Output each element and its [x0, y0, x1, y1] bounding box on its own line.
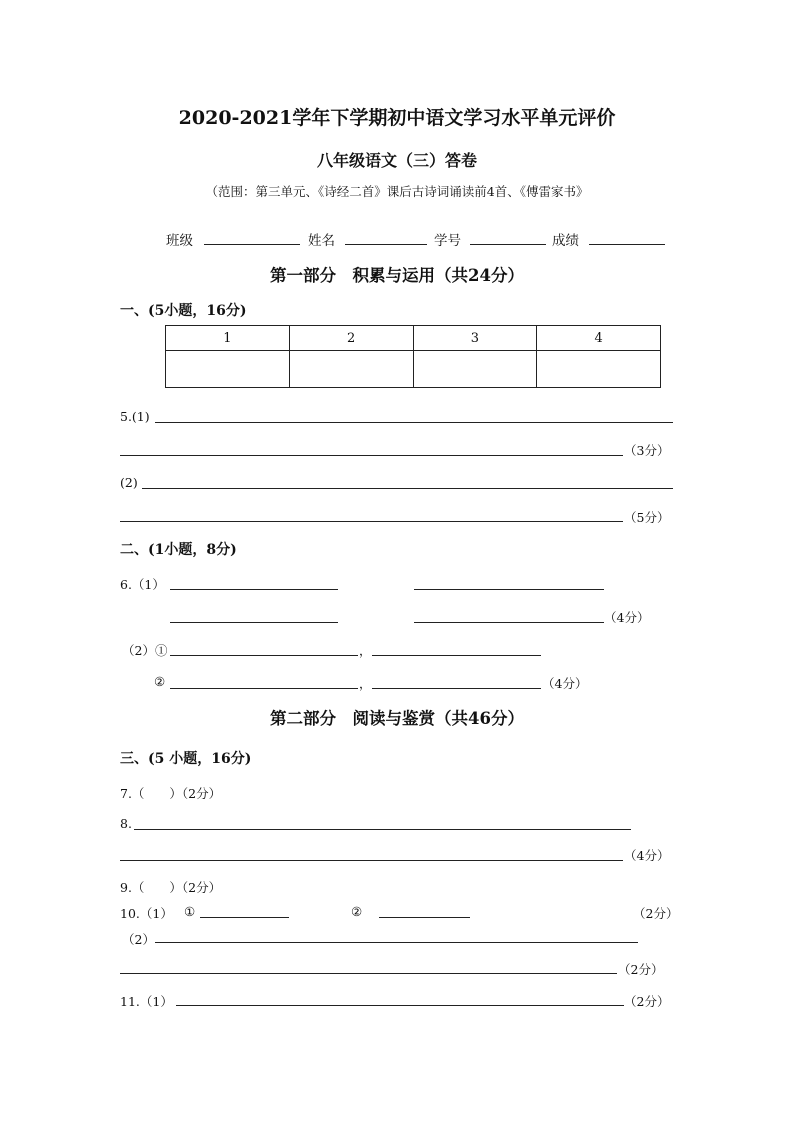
q6-1-line-d[interactable] [414, 622, 604, 623]
q8-line-b[interactable] [120, 860, 623, 861]
table-header-3: 3 [413, 326, 537, 351]
q6-label-1: 6.（1） [120, 577, 165, 592]
id-label: 学号 [434, 233, 461, 249]
answer-cell-3[interactable] [413, 351, 537, 388]
section2-title: 二、(1小题，8分) [120, 542, 237, 558]
answer-cell-2[interactable] [289, 351, 413, 388]
q10-label-2: （2） [122, 932, 155, 947]
class-label: 班级 [166, 233, 193, 249]
answer-cell-1[interactable] [166, 351, 290, 388]
q10-1-score: （2分） [633, 906, 679, 921]
q5-2-line-b[interactable] [120, 521, 623, 522]
q10-circle-1: ① [184, 904, 196, 919]
q8-line-a[interactable] [134, 829, 631, 830]
q6-1-line-b[interactable] [414, 589, 604, 590]
q10-1-line-b[interactable] [379, 917, 470, 918]
answer-cell-4[interactable] [537, 351, 661, 388]
q10-circle-2: ② [351, 904, 363, 919]
q5-2-score: （5分） [624, 510, 670, 525]
q5-1-line-a[interactable] [155, 422, 673, 423]
q6-2-line-c[interactable] [170, 688, 358, 689]
q11-score: （2分） [624, 994, 670, 1009]
q6-2-line-d[interactable] [372, 688, 541, 689]
q5-label-2: (2) [120, 475, 138, 490]
q11-line[interactable] [176, 1005, 624, 1006]
part1-title: 第一部分 积累与运用（共24分） [270, 266, 524, 285]
table-header-2: 2 [289, 326, 413, 351]
score-field[interactable] [589, 244, 665, 245]
q5-1-line-b[interactable] [120, 455, 623, 456]
name-label: 姓名 [308, 233, 335, 249]
part2-title: 第二部分 阅读与鉴赏（共46分） [270, 709, 524, 728]
q8-label: 8. [120, 816, 132, 831]
q5-2-line-a[interactable] [142, 488, 673, 489]
q6-2-score: （4分） [542, 676, 588, 691]
q10-2-line-a[interactable] [155, 942, 638, 943]
id-field[interactable] [470, 244, 546, 245]
section1-title: 一、(5小题，16分) [120, 303, 247, 319]
answer-table [165, 325, 661, 388]
q5-label-1: 5.(1) [120, 409, 150, 424]
q6-2-comma-2: ， [359, 676, 372, 691]
q6-2-line-a[interactable] [170, 655, 358, 656]
q10-2-line-b[interactable] [120, 973, 617, 974]
q10-1-line-a[interactable] [200, 917, 289, 918]
name-field[interactable] [345, 244, 427, 245]
q8-score: （4分） [624, 848, 670, 863]
table-header-4: 4 [537, 326, 661, 351]
q6-label-3: ② [154, 674, 166, 689]
score-label: 成绩 [552, 233, 579, 249]
q6-label-2: （2）① [122, 643, 168, 658]
class-field[interactable] [204, 244, 300, 245]
q10-label-1: 10.（1） [120, 906, 173, 921]
table-header-1: 1 [166, 326, 290, 351]
q6-2-line-b[interactable] [372, 655, 541, 656]
q9-label: 9.（ ）（2分） [120, 880, 222, 895]
q11-label: 11.（1） [120, 994, 173, 1009]
q6-1-score: （4分） [604, 610, 650, 625]
q6-1-line-a[interactable] [170, 589, 338, 590]
q5-1-score: （3分） [624, 443, 670, 458]
page-subtitle: 八年级语文（三）答卷 [316, 151, 477, 170]
page-title: 2020-2021学年下学期初中语文学习水平单元评价 [178, 107, 616, 129]
section3-title: 三、(5 小题，16分) [120, 751, 252, 767]
q7-label: 7.（ ）（2分） [120, 786, 222, 801]
q6-1-line-c[interactable] [170, 622, 338, 623]
q6-2-comma: ， [359, 643, 372, 658]
scope-note: （范围：第三单元、《诗经二首》课后古诗词诵读前4首、《傅雷家书》 [205, 184, 589, 199]
q10-2-score: （2分） [618, 962, 664, 977]
